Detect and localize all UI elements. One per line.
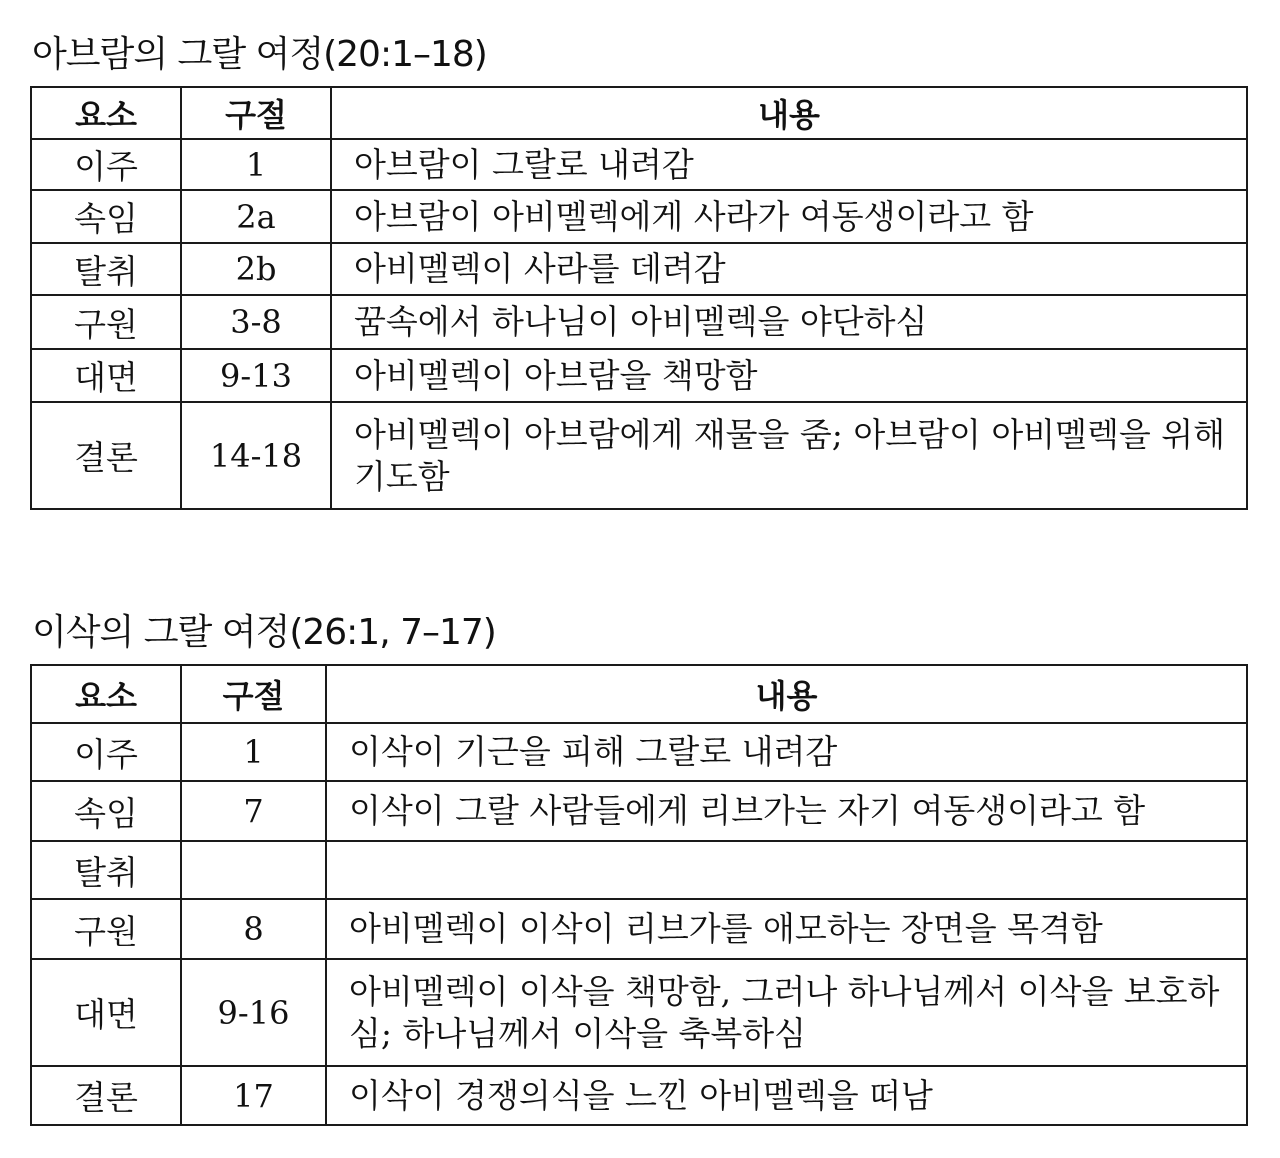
table-row [31,899,1247,959]
content-cell: 아브람이 아비멜렉에게 사라가 여동생이라고 함 [331,190,1247,243]
verse-cell: 17 [181,1066,326,1125]
section-title: 이삭의 그랄 여정(26:1, 7–17) [32,612,496,653]
isaac-journey-section [30,608,1248,1126]
isaac-journey-table [30,664,1248,1126]
header-element: 요소 [31,87,181,139]
table-header-row [31,87,1247,139]
verse-cell: 7 [181,781,326,841]
content-cell: 아브람이 그랄로 내려감 [331,139,1247,190]
verse-cell: 2a [181,190,331,243]
table-header-row [31,665,1247,723]
table-row [31,349,1247,402]
header-content: 내용 [331,87,1247,139]
header-verse: 구절 [181,665,326,723]
element-cell: 이주 [31,723,181,781]
content-cell: 아비멜렉이 아브람을 책망함 [331,349,1247,402]
element-cell: 탈취 [31,243,181,295]
element-cell: 결론 [31,402,181,509]
element-cell: 구원 [31,899,181,959]
table-row [31,959,1247,1066]
table-row [31,841,1247,899]
verse-cell: 2b [181,243,331,295]
content-cell: 아비멜렉이 사라를 데려감 [331,243,1247,295]
abram-journey-section [30,30,1248,510]
header-content: 내용 [326,665,1247,723]
header-element: 요소 [31,665,181,723]
element-cell: 대면 [31,959,181,1066]
verse-cell: 3-8 [181,295,331,349]
verse-cell: 8 [181,899,326,959]
table-row [31,1066,1247,1125]
verse-cell: 1 [181,139,331,190]
content-cell: 아비멜렉이 이삭이 리브가를 애모하는 장면을 목격함 [326,899,1247,959]
verse-cell [181,841,326,899]
element-cell: 속임 [31,190,181,243]
content-cell: 아비멜렉이 이삭을 책망함, 그러나 하나님께서 이삭을 보호하심; 하나님께서 이삭을 축복하심 [326,959,1247,1066]
content-cell: 이삭이 그랄 사람들에게 리브가는 자기 여동생이라고 함 [326,781,1247,841]
table-row [31,402,1247,509]
section-title: 아브람의 그랄 여정(20:1–18) [32,34,487,75]
abram-journey-table [30,86,1248,510]
element-cell: 대면 [31,349,181,402]
element-cell: 탈취 [31,841,181,899]
content-cell: 이삭이 경쟁의식을 느낀 아비멜렉을 떠남 [326,1066,1247,1125]
table-row [31,781,1247,841]
element-cell: 결론 [31,1066,181,1125]
verse-cell: 9-16 [181,959,326,1066]
element-cell: 속임 [31,781,181,841]
verse-cell: 14-18 [181,402,331,509]
verse-cell: 9-13 [181,349,331,402]
table-row [31,139,1247,190]
verse-cell: 1 [181,723,326,781]
table-row [31,295,1247,349]
table-row [31,190,1247,243]
element-cell: 구원 [31,295,181,349]
table-row [31,723,1247,781]
table-row [31,243,1247,295]
content-cell: 이삭이 기근을 피해 그랄로 내려감 [326,723,1247,781]
content-cell [326,841,1247,899]
header-verse: 구절 [181,87,331,139]
content-cell: 아비멜렉이 아브람에게 재물을 줌; 아브람이 아비멜렉을 위해 기도함 [331,402,1247,509]
element-cell: 이주 [31,139,181,190]
content-cell: 꿈속에서 하나님이 아비멜렉을 야단하심 [331,295,1247,349]
